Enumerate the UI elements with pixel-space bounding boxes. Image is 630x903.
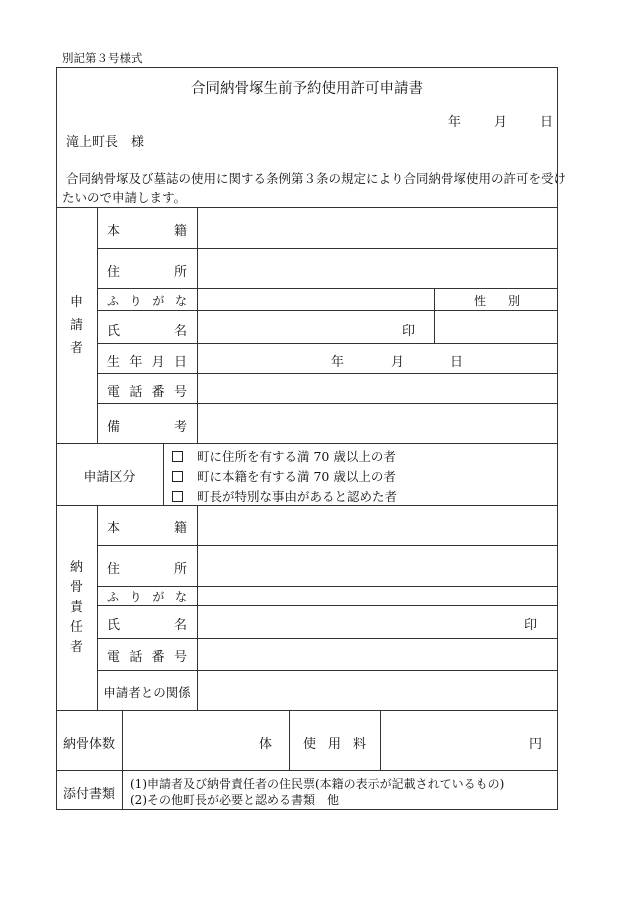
addressee: 滝上町長 様 <box>66 135 145 150</box>
attachment-item-1: (1)申請者及び納骨責任者の住民票(本籍の表示が記載されているもの) <box>130 777 505 791</box>
fee-unit: 円 <box>529 737 543 752</box>
applicant-gender-field[interactable] <box>435 311 557 343</box>
applicant-gender-label: 性 別 <box>474 294 520 308</box>
statement-line-1: 合同納骨塚及び墓誌の使用に関する条例第３条の規定により合同納骨塚使用の許可を受け <box>66 171 567 186</box>
checkbox-icon[interactable] <box>172 451 183 462</box>
statement-line-2: たいので申請します。 <box>62 190 187 205</box>
responsible-relation-field[interactable] <box>198 671 557 710</box>
date-year-label: 年 <box>448 115 462 130</box>
responsible-name-label: 氏 名 <box>107 618 187 633</box>
birth-day-label: 日 <box>450 355 464 370</box>
birth-year-label: 年 <box>331 355 345 370</box>
responsible-relation-label: 申請者との関係 <box>103 685 191 700</box>
responsible-address-label: 住 所 <box>107 562 187 577</box>
applicant-phone-label: 電 話 番 号 <box>107 385 187 400</box>
applicant-seal-mark: 印 <box>402 324 416 339</box>
applicant-group-label: 申 請 者 <box>69 295 83 356</box>
date-day-label: 日 <box>540 115 554 130</box>
applicant-remarks-label: 備 考 <box>107 420 187 435</box>
responsible-seal-mark: 印 <box>524 618 538 633</box>
applicant-furigana-label: ふ り が な <box>107 294 187 308</box>
category-label: 申請区分 <box>83 470 136 485</box>
attachments-label: 添付書類 <box>62 787 115 802</box>
responsible-group-label: 納 骨 責 任 者 <box>69 560 83 655</box>
applicant-birthdate-label: 生 年 月 日 <box>107 355 187 370</box>
birth-month-label: 月 <box>391 355 405 370</box>
category-option-1[interactable]: 町に住所を有する満 70 歳以上の者 <box>172 447 396 465</box>
applicant-name-label: 氏 名 <box>107 324 187 339</box>
form-number: 別記第３号様式 <box>62 51 143 65</box>
responsible-honseki-label: 本 籍 <box>107 521 187 536</box>
responsible-furigana-label: ふ り が な <box>107 590 187 604</box>
attachment-item-2: (2)その他町長が必要と認める書類 他 <box>130 793 339 807</box>
fee-label: 使 用 料 <box>303 737 366 752</box>
checkbox-icon[interactable] <box>172 491 183 502</box>
applicant-address-label: 住 所 <box>107 265 187 280</box>
responsible-address-field[interactable] <box>198 546 557 586</box>
bones-count-label: 納骨体数 <box>62 737 115 752</box>
date-month-label: 月 <box>494 115 508 130</box>
applicant-name-field[interactable] <box>198 311 434 343</box>
responsible-honseki-field[interactable] <box>198 506 557 545</box>
responsible-furigana-field[interactable] <box>198 587 557 605</box>
applicant-remarks-field[interactable] <box>198 404 557 443</box>
category-option-2[interactable]: 町に本籍を有する満 70 歳以上の者 <box>172 467 396 485</box>
applicant-furigana-field[interactable] <box>198 289 434 310</box>
applicant-address-field[interactable] <box>198 249 557 288</box>
applicant-honseki-field[interactable] <box>198 208 557 248</box>
form-title: 合同納骨塚生前予約使用許可申請書 <box>191 81 423 97</box>
applicant-honseki-label: 本 籍 <box>107 224 187 239</box>
category-option-3[interactable]: 町長が特別な事由があると認めた者 <box>172 487 397 505</box>
responsible-phone-field[interactable] <box>198 639 557 670</box>
responsible-phone-label: 電 話 番 号 <box>107 650 187 665</box>
responsible-name-field[interactable] <box>198 606 557 638</box>
checkbox-icon[interactable] <box>172 471 183 482</box>
applicant-phone-field[interactable] <box>198 374 557 403</box>
bones-count-unit: 体 <box>259 737 273 752</box>
